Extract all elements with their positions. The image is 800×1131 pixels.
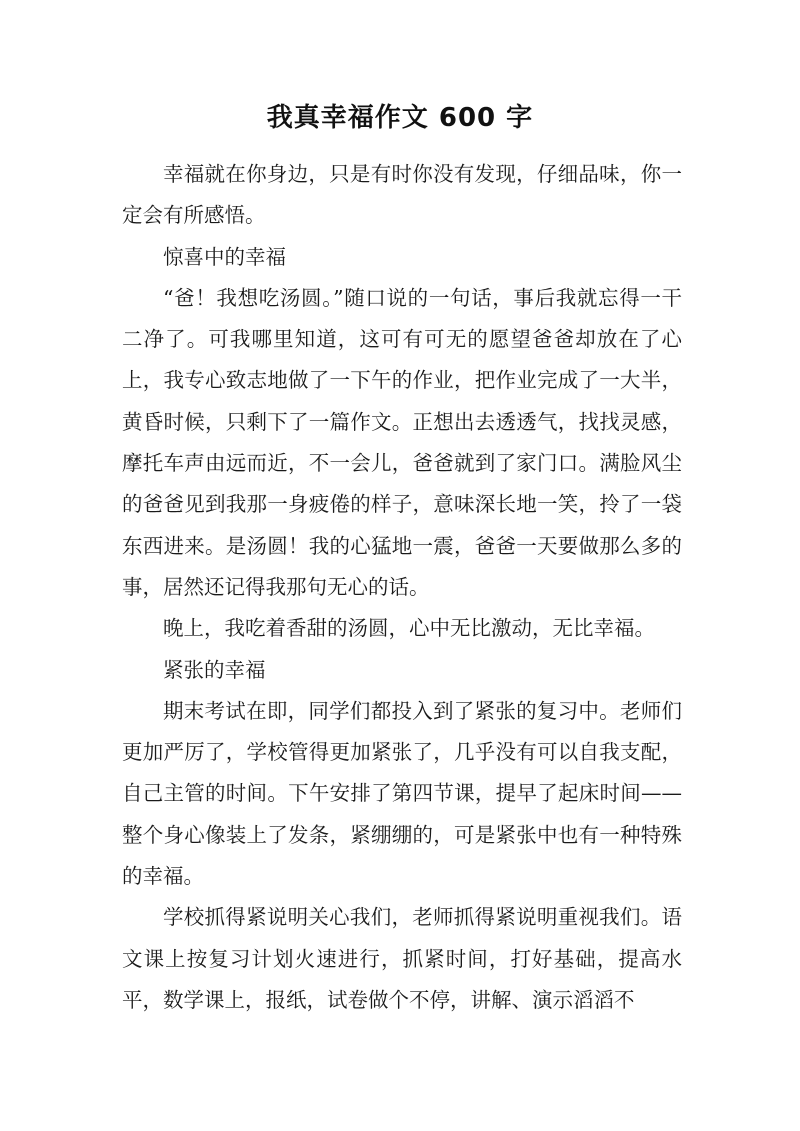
- section-heading: 紧张的幸福: [163, 657, 266, 682]
- document-body: [122, 154, 682, 1021]
- paragraph: 晚上，我吃着香甜的汤圆，心中无比激动，无比幸福。: [163, 616, 655, 641]
- document-title: 我真幸福作文 600 字: [266, 103, 534, 133]
- paragraph: 学校抓得紧说明关心我们，老师抓得紧说明重视我们。语文课上按复习计划火速进行，抓紧时间，打好基础，提高水平，数学课上，报纸，试卷做个不停，讲解、演示滔滔不: [122, 905, 682, 1012]
- paragraph: 期末考试在即，同学们都投入到了紧张的复习中。老师们更加严厉了，学校管得更加紧张了，几乎没有可以自我支配，自己主管的时间。下午安排了第四节课，提早了起床时间——整个身心像装上了发条，紧绷绷的，可是紧张中也有一种特殊的幸福。: [122, 698, 682, 889]
- paragraph: 幸福就在你身边，只是有时你没有发现，仔细品味，你一定会有所感悟。: [122, 162, 682, 228]
- paragraph: “爸！我想吃汤圆。”随口说的一句话，事后我就忘得一干二净了。可我哪里知道，这可有可无的愿望爸爸却放在了心上，我专心致志地做了一下午的作业，把作业完成了一大半，黄昏时候，只剩下了一篇作文。正想出去透透气，找找灵感，摩托车声由远而近，不一会儿，爸爸就到了家门口。满脸风尘的爸爸见到我那一身疲倦的样子，意味深长地一笑，拎了一袋东西进来。是汤圆！我的心猛地一震，爸爸一天要做那么多的事，居然还记得我那句无心的话。: [122, 285, 682, 599]
- section-heading: 惊喜中的幸福: [163, 244, 286, 269]
